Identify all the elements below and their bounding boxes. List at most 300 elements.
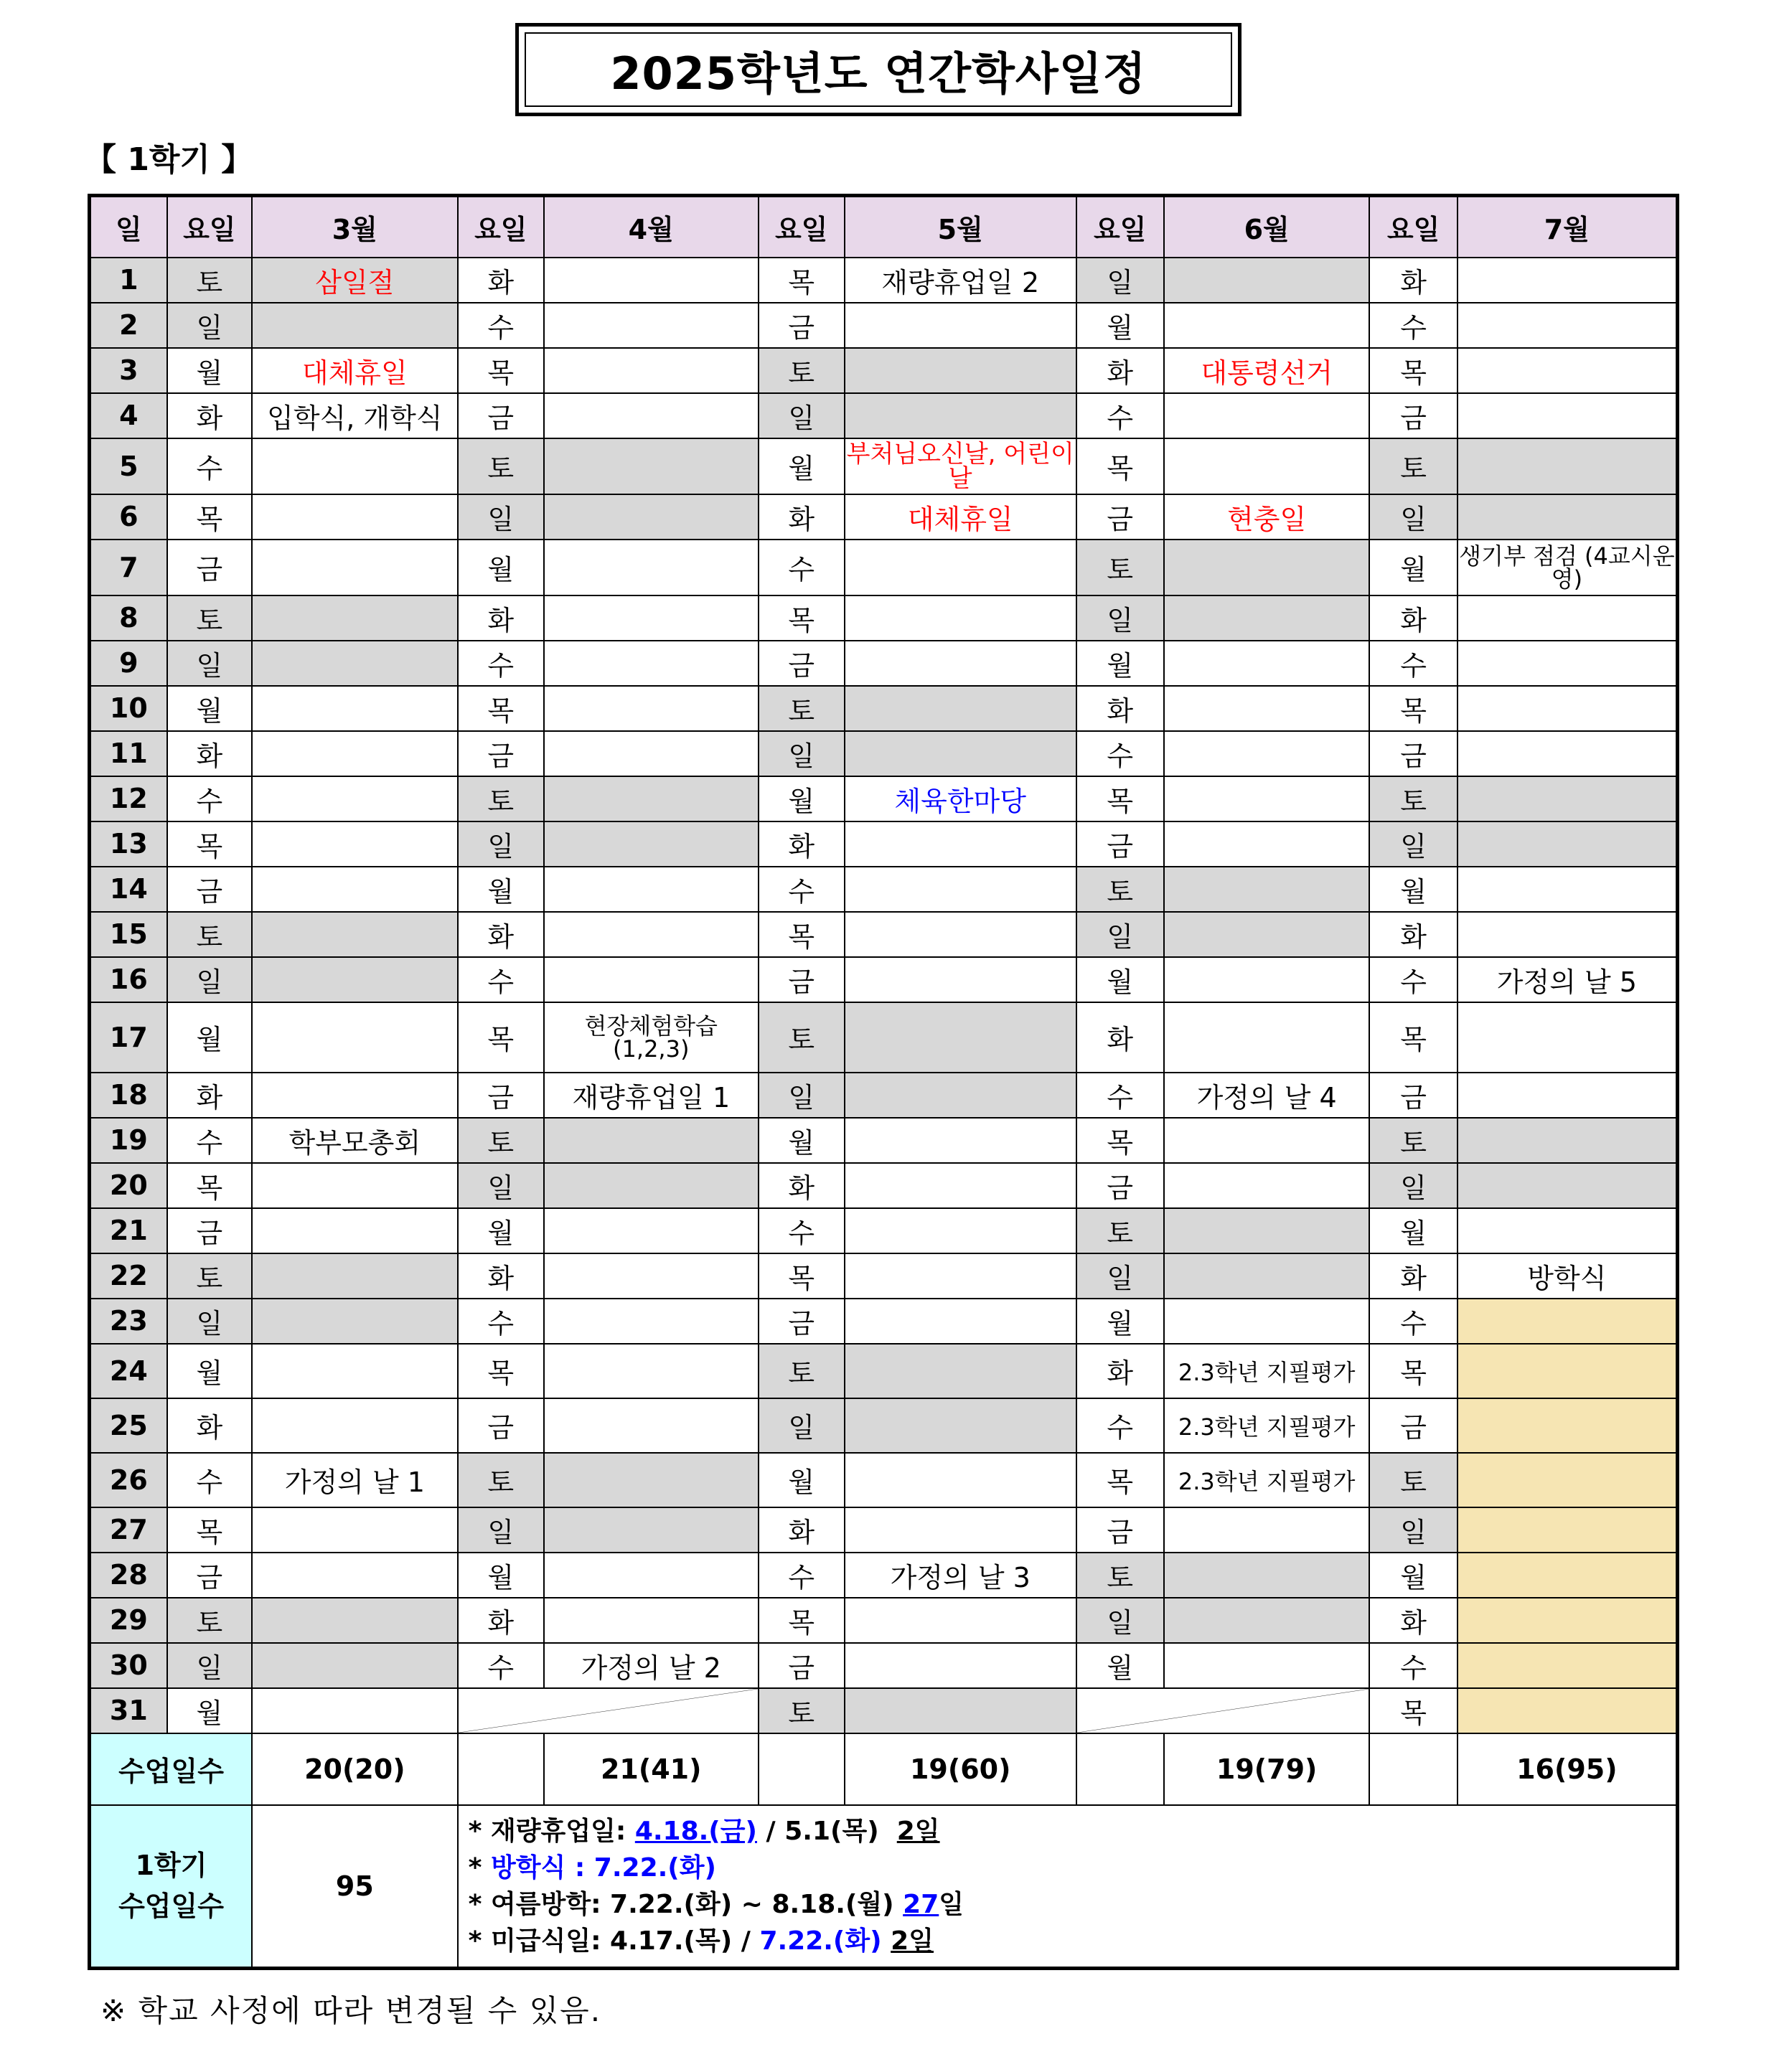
event-cell-july	[1458, 821, 1678, 867]
weekday-cell: 토	[1369, 438, 1457, 494]
day-number: 9	[90, 641, 167, 686]
event-cell-april	[544, 595, 759, 641]
event-cell-april	[544, 1553, 759, 1598]
event-cell-march	[252, 867, 458, 912]
notes-cell	[458, 1805, 1678, 1969]
weekday-cell: 수	[1369, 1643, 1457, 1688]
calendar-row	[90, 540, 1678, 595]
weekday-cell: 수	[167, 776, 252, 821]
semester-label: 【 1학기 】	[85, 141, 253, 178]
weekday-cell: 일	[458, 494, 544, 540]
event-cell-july	[1458, 393, 1678, 438]
weekday-cell: 토	[759, 348, 845, 393]
event-cell-april	[544, 1598, 759, 1643]
totals-row	[90, 1733, 1678, 1805]
total-may: 19(60)	[845, 1733, 1076, 1805]
weekday-cell: 금	[458, 1398, 544, 1453]
weekday-cell: 목	[167, 1507, 252, 1553]
event-cell-march	[252, 1002, 458, 1073]
event-cell-march	[252, 1643, 458, 1688]
event-cell-may	[845, 1002, 1076, 1073]
semester-total-label	[90, 1805, 253, 1969]
header-weekday-jul: 요일	[1369, 196, 1457, 258]
weekday-cell: 토	[167, 912, 252, 957]
event-cell-march	[252, 1398, 458, 1453]
event-cell-july	[1458, 1643, 1678, 1688]
weekday-cell: 수	[167, 438, 252, 494]
weekday-cell: 수	[458, 641, 544, 686]
weekday-cell: 일	[1076, 258, 1164, 303]
weekday-cell: 화	[1076, 1344, 1164, 1398]
event-cell-july	[1458, 595, 1678, 641]
note-segment: 방학식 : 7.22.(화)	[491, 1852, 716, 1883]
calendar-row	[90, 393, 1678, 438]
weekday-cell: 수	[1369, 641, 1457, 686]
weekday-cell: 일	[759, 1398, 845, 1453]
event-cell-march: 대체휴일	[252, 348, 458, 393]
weekday-cell: 화	[167, 393, 252, 438]
weekday-cell: 일	[167, 1299, 252, 1344]
calendar-row	[90, 641, 1678, 686]
event-cell-april	[544, 1163, 759, 1208]
weekday-cell: 일	[1076, 912, 1164, 957]
event-cell-april	[544, 1118, 759, 1163]
note-line	[469, 1886, 1676, 1923]
event-cell-april	[544, 258, 759, 303]
weekday-cell: 월	[759, 1118, 845, 1163]
calendar-row	[90, 348, 1678, 393]
day-number: 3	[90, 348, 167, 393]
weekday-cell: 금	[759, 1299, 845, 1344]
weekday-cell: 금	[167, 1208, 252, 1253]
weekday-cell: 화	[1369, 595, 1457, 641]
event-cell-april	[544, 867, 759, 912]
weekday-cell: 월	[458, 1553, 544, 1598]
empty-date-june	[1076, 1688, 1370, 1733]
day-number: 19	[90, 1118, 167, 1163]
weekday-cell: 일	[1369, 1507, 1457, 1553]
weekday-cell: 월	[167, 686, 252, 731]
event-cell-july	[1458, 1299, 1678, 1344]
event-cell-april	[544, 1398, 759, 1453]
weekday-cell: 토	[1076, 1208, 1164, 1253]
weekday-cell: 목	[458, 1344, 544, 1398]
weekday-cell: 금	[1076, 1507, 1164, 1553]
weekday-cell: 화	[458, 1598, 544, 1643]
event-cell-june: 가정의 날 4	[1164, 1073, 1370, 1118]
calendar-row	[90, 821, 1678, 867]
note-line	[469, 1850, 1676, 1886]
weekday-cell: 목	[1076, 438, 1164, 494]
weekday-cell: 수	[759, 540, 845, 595]
weekday-cell: 목	[458, 1002, 544, 1073]
weekday-cell: 월	[759, 438, 845, 494]
event-cell-may	[845, 1344, 1076, 1398]
weekday-cell: 수	[458, 1643, 544, 1688]
weekday-cell: 월	[167, 1344, 252, 1398]
calendar-row	[90, 258, 1678, 303]
day-number: 28	[90, 1553, 167, 1598]
event-cell-april	[544, 348, 759, 393]
event-cell-june	[1164, 1553, 1370, 1598]
weekday-cell: 월	[1369, 540, 1457, 595]
event-cell-march	[252, 776, 458, 821]
weekday-cell: 토	[1369, 1118, 1457, 1163]
weekday-cell: 월	[759, 1453, 845, 1507]
day-number: 26	[90, 1453, 167, 1507]
calendar-row	[90, 1453, 1678, 1507]
event-cell-may: 대체휴일	[845, 494, 1076, 540]
weekday-cell: 화	[458, 258, 544, 303]
weekday-cell: 수	[1369, 957, 1457, 1002]
day-number: 25	[90, 1398, 167, 1453]
header-march: 3월	[252, 196, 458, 258]
event-cell-june	[1164, 1002, 1370, 1073]
calendar-row	[90, 1253, 1678, 1299]
day-number: 23	[90, 1299, 167, 1344]
event-cell-july	[1458, 1453, 1678, 1507]
weekday-cell: 월	[167, 1002, 252, 1073]
weekday-cell: 수	[1076, 393, 1164, 438]
event-cell-july	[1458, 303, 1678, 348]
weekday-cell: 토	[759, 1688, 845, 1733]
event-cell-march	[252, 494, 458, 540]
calendar-row	[90, 1507, 1678, 1553]
weekday-cell: 금	[458, 393, 544, 438]
event-cell-june	[1164, 1163, 1370, 1208]
event-cell-may	[845, 912, 1076, 957]
day-number: 20	[90, 1163, 167, 1208]
weekday-cell: 일	[458, 1163, 544, 1208]
weekday-cell: 일	[1076, 1253, 1164, 1299]
weekday-cell: 월	[1076, 641, 1164, 686]
event-cell-june	[1164, 686, 1370, 731]
total-july: 16(95)	[1458, 1733, 1678, 1805]
total-june: 19(79)	[1164, 1733, 1370, 1805]
calendar-row	[90, 1073, 1678, 1118]
event-cell-june: 대통령선거	[1164, 348, 1370, 393]
weekday-cell: 금	[1369, 1398, 1457, 1453]
weekday-cell: 화	[759, 494, 845, 540]
event-cell-june	[1164, 776, 1370, 821]
footnote: ※ 학교 사정에 따라 변경될 수 있음.	[100, 1993, 602, 2028]
weekday-cell: 수	[458, 1299, 544, 1344]
event-cell-april	[544, 821, 759, 867]
calendar-row	[90, 957, 1678, 1002]
event-cell-april	[544, 540, 759, 595]
event-cell-march	[252, 1208, 458, 1253]
weekday-cell: 일	[1369, 494, 1457, 540]
weekday-cell: 토	[759, 1002, 845, 1073]
event-cell-june: 현충일	[1164, 494, 1370, 540]
event-cell-may: 부처님오신날, 어린이날	[845, 438, 1076, 494]
weekday-cell: 수	[458, 957, 544, 1002]
event-cell-march	[252, 686, 458, 731]
weekday-cell: 목	[1076, 776, 1164, 821]
weekday-cell: 월	[1076, 303, 1164, 348]
totals-label: 수업일수	[90, 1733, 253, 1805]
event-cell-may	[845, 1643, 1076, 1688]
weekday-cell: 수	[458, 303, 544, 348]
event-cell-april	[544, 1344, 759, 1398]
weekday-cell: 월	[1369, 1208, 1457, 1253]
header-july: 7월	[1458, 196, 1678, 258]
day-number: 6	[90, 494, 167, 540]
calendar-row	[90, 776, 1678, 821]
event-cell-july	[1458, 348, 1678, 393]
note-segment: / 5.1(목)	[757, 1816, 897, 1846]
event-cell-march	[252, 821, 458, 867]
weekday-cell: 월	[458, 1208, 544, 1253]
event-cell-may	[845, 1163, 1076, 1208]
event-cell-july: 방학식	[1458, 1253, 1678, 1299]
event-cell-april	[544, 1299, 759, 1344]
event-cell-july	[1458, 1553, 1678, 1598]
event-cell-march	[252, 303, 458, 348]
weekday-cell: 화	[167, 731, 252, 776]
weekday-cell: 일	[1369, 821, 1457, 867]
weekday-cell: 화	[458, 912, 544, 957]
event-cell-march	[252, 1253, 458, 1299]
event-cell-may	[845, 540, 1076, 595]
event-cell-april: 현장체험학습 (1,2,3)	[544, 1002, 759, 1073]
note-segment: 4.18.(금)	[634, 1816, 757, 1846]
weekday-cell: 일	[759, 731, 845, 776]
calendar-row	[90, 1299, 1678, 1344]
day-number: 12	[90, 776, 167, 821]
event-cell-july	[1458, 1163, 1678, 1208]
event-cell-march	[252, 540, 458, 595]
weekday-cell: 금	[759, 957, 845, 1002]
header-row	[90, 196, 1678, 258]
event-cell-june	[1164, 1507, 1370, 1553]
weekday-cell: 수	[1076, 1398, 1164, 1453]
event-cell-march: 가정의 날 1	[252, 1453, 458, 1507]
semester-total-value: 95	[252, 1805, 458, 1969]
day-number: 30	[90, 1643, 167, 1688]
weekday-cell: 월	[1076, 1299, 1164, 1344]
event-cell-may	[845, 1398, 1076, 1453]
day-number: 2	[90, 303, 167, 348]
weekday-cell: 화	[759, 1163, 845, 1208]
weekday-cell: 목	[167, 494, 252, 540]
weekday-cell: 금	[167, 1553, 252, 1598]
header-may: 5월	[845, 196, 1076, 258]
weekday-cell: 토	[458, 776, 544, 821]
event-cell-april	[544, 438, 759, 494]
event-cell-april	[544, 494, 759, 540]
day-number: 7	[90, 540, 167, 595]
event-cell-july	[1458, 1598, 1678, 1643]
calendar-row	[90, 1598, 1678, 1643]
weekday-cell: 수	[167, 1118, 252, 1163]
weekday-cell: 토	[458, 438, 544, 494]
weekday-cell: 목	[1369, 1344, 1457, 1398]
weekday-cell: 화	[167, 1398, 252, 1453]
event-cell-april	[544, 1507, 759, 1553]
note-segment: 7.22.(화)	[759, 1926, 882, 1956]
event-cell-june	[1164, 540, 1370, 595]
calendar-row	[90, 1344, 1678, 1398]
event-cell-may	[845, 1598, 1076, 1643]
event-cell-july	[1458, 1118, 1678, 1163]
weekday-cell: 토	[167, 1253, 252, 1299]
event-cell-july: 생기부 점검 (4교시운영)	[1458, 540, 1678, 595]
day-number: 29	[90, 1598, 167, 1643]
event-cell-june	[1164, 1208, 1370, 1253]
note-segment: 일	[939, 1889, 964, 1919]
event-cell-june: 2.3학년 지필평가	[1164, 1344, 1370, 1398]
event-cell-july	[1458, 1002, 1678, 1073]
weekday-cell: 화	[1369, 912, 1457, 957]
calendar-row	[90, 731, 1678, 776]
header-june: 6월	[1164, 196, 1370, 258]
event-cell-july	[1458, 1398, 1678, 1453]
header-day: 일	[90, 196, 167, 258]
event-cell-march	[252, 1073, 458, 1118]
weekday-cell: 목	[167, 1163, 252, 1208]
weekday-cell: 화	[759, 1507, 845, 1553]
weekday-cell: 금	[1076, 1163, 1164, 1208]
event-cell-may	[845, 1118, 1076, 1163]
weekday-cell: 목	[1369, 1002, 1457, 1073]
event-cell-july	[1458, 494, 1678, 540]
weekday-cell: 토	[167, 1598, 252, 1643]
blank-cell	[759, 1733, 845, 1805]
total-march: 20(20)	[252, 1733, 458, 1805]
event-cell-march	[252, 957, 458, 1002]
semester-total-row	[90, 1805, 1678, 1969]
event-cell-july	[1458, 686, 1678, 731]
event-cell-march: 입학식, 개학식	[252, 393, 458, 438]
event-cell-march	[252, 1344, 458, 1398]
event-cell-july	[1458, 1688, 1678, 1733]
event-cell-june	[1164, 393, 1370, 438]
calendar-row	[90, 303, 1678, 348]
weekday-cell: 월	[1076, 1643, 1164, 1688]
weekday-cell: 화	[759, 821, 845, 867]
note-segment: * 여름방학: 7.22.(화) ~ 8.18.(월)	[468, 1889, 903, 1919]
weekday-cell: 금	[759, 1643, 845, 1688]
event-cell-may: 가정의 날 3	[845, 1553, 1076, 1598]
header-april: 4월	[544, 196, 759, 258]
weekday-cell: 금	[759, 641, 845, 686]
event-cell-april	[544, 912, 759, 957]
event-cell-june	[1164, 303, 1370, 348]
blank-cell	[1076, 1733, 1164, 1805]
weekday-cell: 월	[1369, 1553, 1457, 1598]
event-cell-april	[544, 641, 759, 686]
weekday-cell: 일	[167, 957, 252, 1002]
event-cell-may	[845, 348, 1076, 393]
weekday-cell: 목	[458, 348, 544, 393]
event-cell-march: 학부모총회	[252, 1118, 458, 1163]
event-cell-may	[845, 867, 1076, 912]
weekday-cell: 수	[1076, 1073, 1164, 1118]
calendar-row	[90, 595, 1678, 641]
event-cell-april	[544, 303, 759, 348]
weekday-cell: 금	[458, 731, 544, 776]
label-line1: 1학기	[135, 1849, 207, 1881]
day-number: 13	[90, 821, 167, 867]
note-line	[469, 1813, 1676, 1850]
weekday-cell: 수	[1369, 1299, 1457, 1344]
weekday-cell: 일	[759, 393, 845, 438]
event-cell-july: 가정의 날 5	[1458, 957, 1678, 1002]
weekday-cell: 일	[1076, 595, 1164, 641]
calendar-row	[90, 1643, 1678, 1688]
calendar-row	[90, 438, 1678, 494]
event-cell-june	[1164, 731, 1370, 776]
event-cell-may	[845, 957, 1076, 1002]
event-cell-may	[845, 1253, 1076, 1299]
weekday-cell: 월	[1369, 867, 1457, 912]
day-number: 31	[90, 1688, 167, 1733]
event-cell-may	[845, 821, 1076, 867]
weekday-cell: 토	[167, 258, 252, 303]
weekday-cell: 토	[458, 1453, 544, 1507]
weekday-cell: 수	[759, 1553, 845, 1598]
day-number: 5	[90, 438, 167, 494]
weekday-cell: 목	[759, 1253, 845, 1299]
weekday-cell: 수	[759, 1208, 845, 1253]
weekday-cell: 월	[458, 867, 544, 912]
event-cell-may	[845, 393, 1076, 438]
day-number: 11	[90, 731, 167, 776]
calendar-row	[90, 1553, 1678, 1598]
weekday-cell: 토	[759, 686, 845, 731]
day-number: 8	[90, 595, 167, 641]
event-cell-june	[1164, 438, 1370, 494]
event-cell-june	[1164, 912, 1370, 957]
event-cell-july	[1458, 776, 1678, 821]
label-line2: 수업일수	[118, 1890, 224, 1922]
empty-date-april	[458, 1688, 759, 1733]
weekday-cell: 일	[1369, 1163, 1457, 1208]
weekday-cell: 토	[1369, 776, 1457, 821]
calendar-row	[90, 686, 1678, 731]
calendar-row	[90, 1688, 1678, 1733]
event-cell-march	[252, 1598, 458, 1643]
event-cell-may	[845, 1453, 1076, 1507]
calendar-row	[90, 1398, 1678, 1453]
event-cell-march	[252, 731, 458, 776]
day-number: 21	[90, 1208, 167, 1253]
event-cell-june	[1164, 1118, 1370, 1163]
event-cell-june: 2.3학년 지필평가	[1164, 1453, 1370, 1507]
event-cell-july	[1458, 1507, 1678, 1553]
event-cell-april	[544, 731, 759, 776]
note-segment: 27	[903, 1889, 939, 1919]
weekday-cell: 일	[167, 641, 252, 686]
weekday-cell: 화	[1076, 348, 1164, 393]
weekday-cell: 금	[458, 1073, 544, 1118]
note-line	[469, 1923, 1676, 1959]
note-segment: 2일	[891, 1926, 934, 1956]
event-cell-june	[1164, 957, 1370, 1002]
event-cell-july	[1458, 1344, 1678, 1398]
academic-calendar-table	[88, 194, 1679, 1970]
weekday-cell: 토	[1076, 867, 1164, 912]
event-cell-june	[1164, 641, 1370, 686]
day-number: 15	[90, 912, 167, 957]
event-cell-may	[845, 641, 1076, 686]
event-cell-july	[1458, 1208, 1678, 1253]
event-cell-may	[845, 1208, 1076, 1253]
event-cell-june	[1164, 1598, 1370, 1643]
calendar-row	[90, 1208, 1678, 1253]
event-cell-april	[544, 1253, 759, 1299]
